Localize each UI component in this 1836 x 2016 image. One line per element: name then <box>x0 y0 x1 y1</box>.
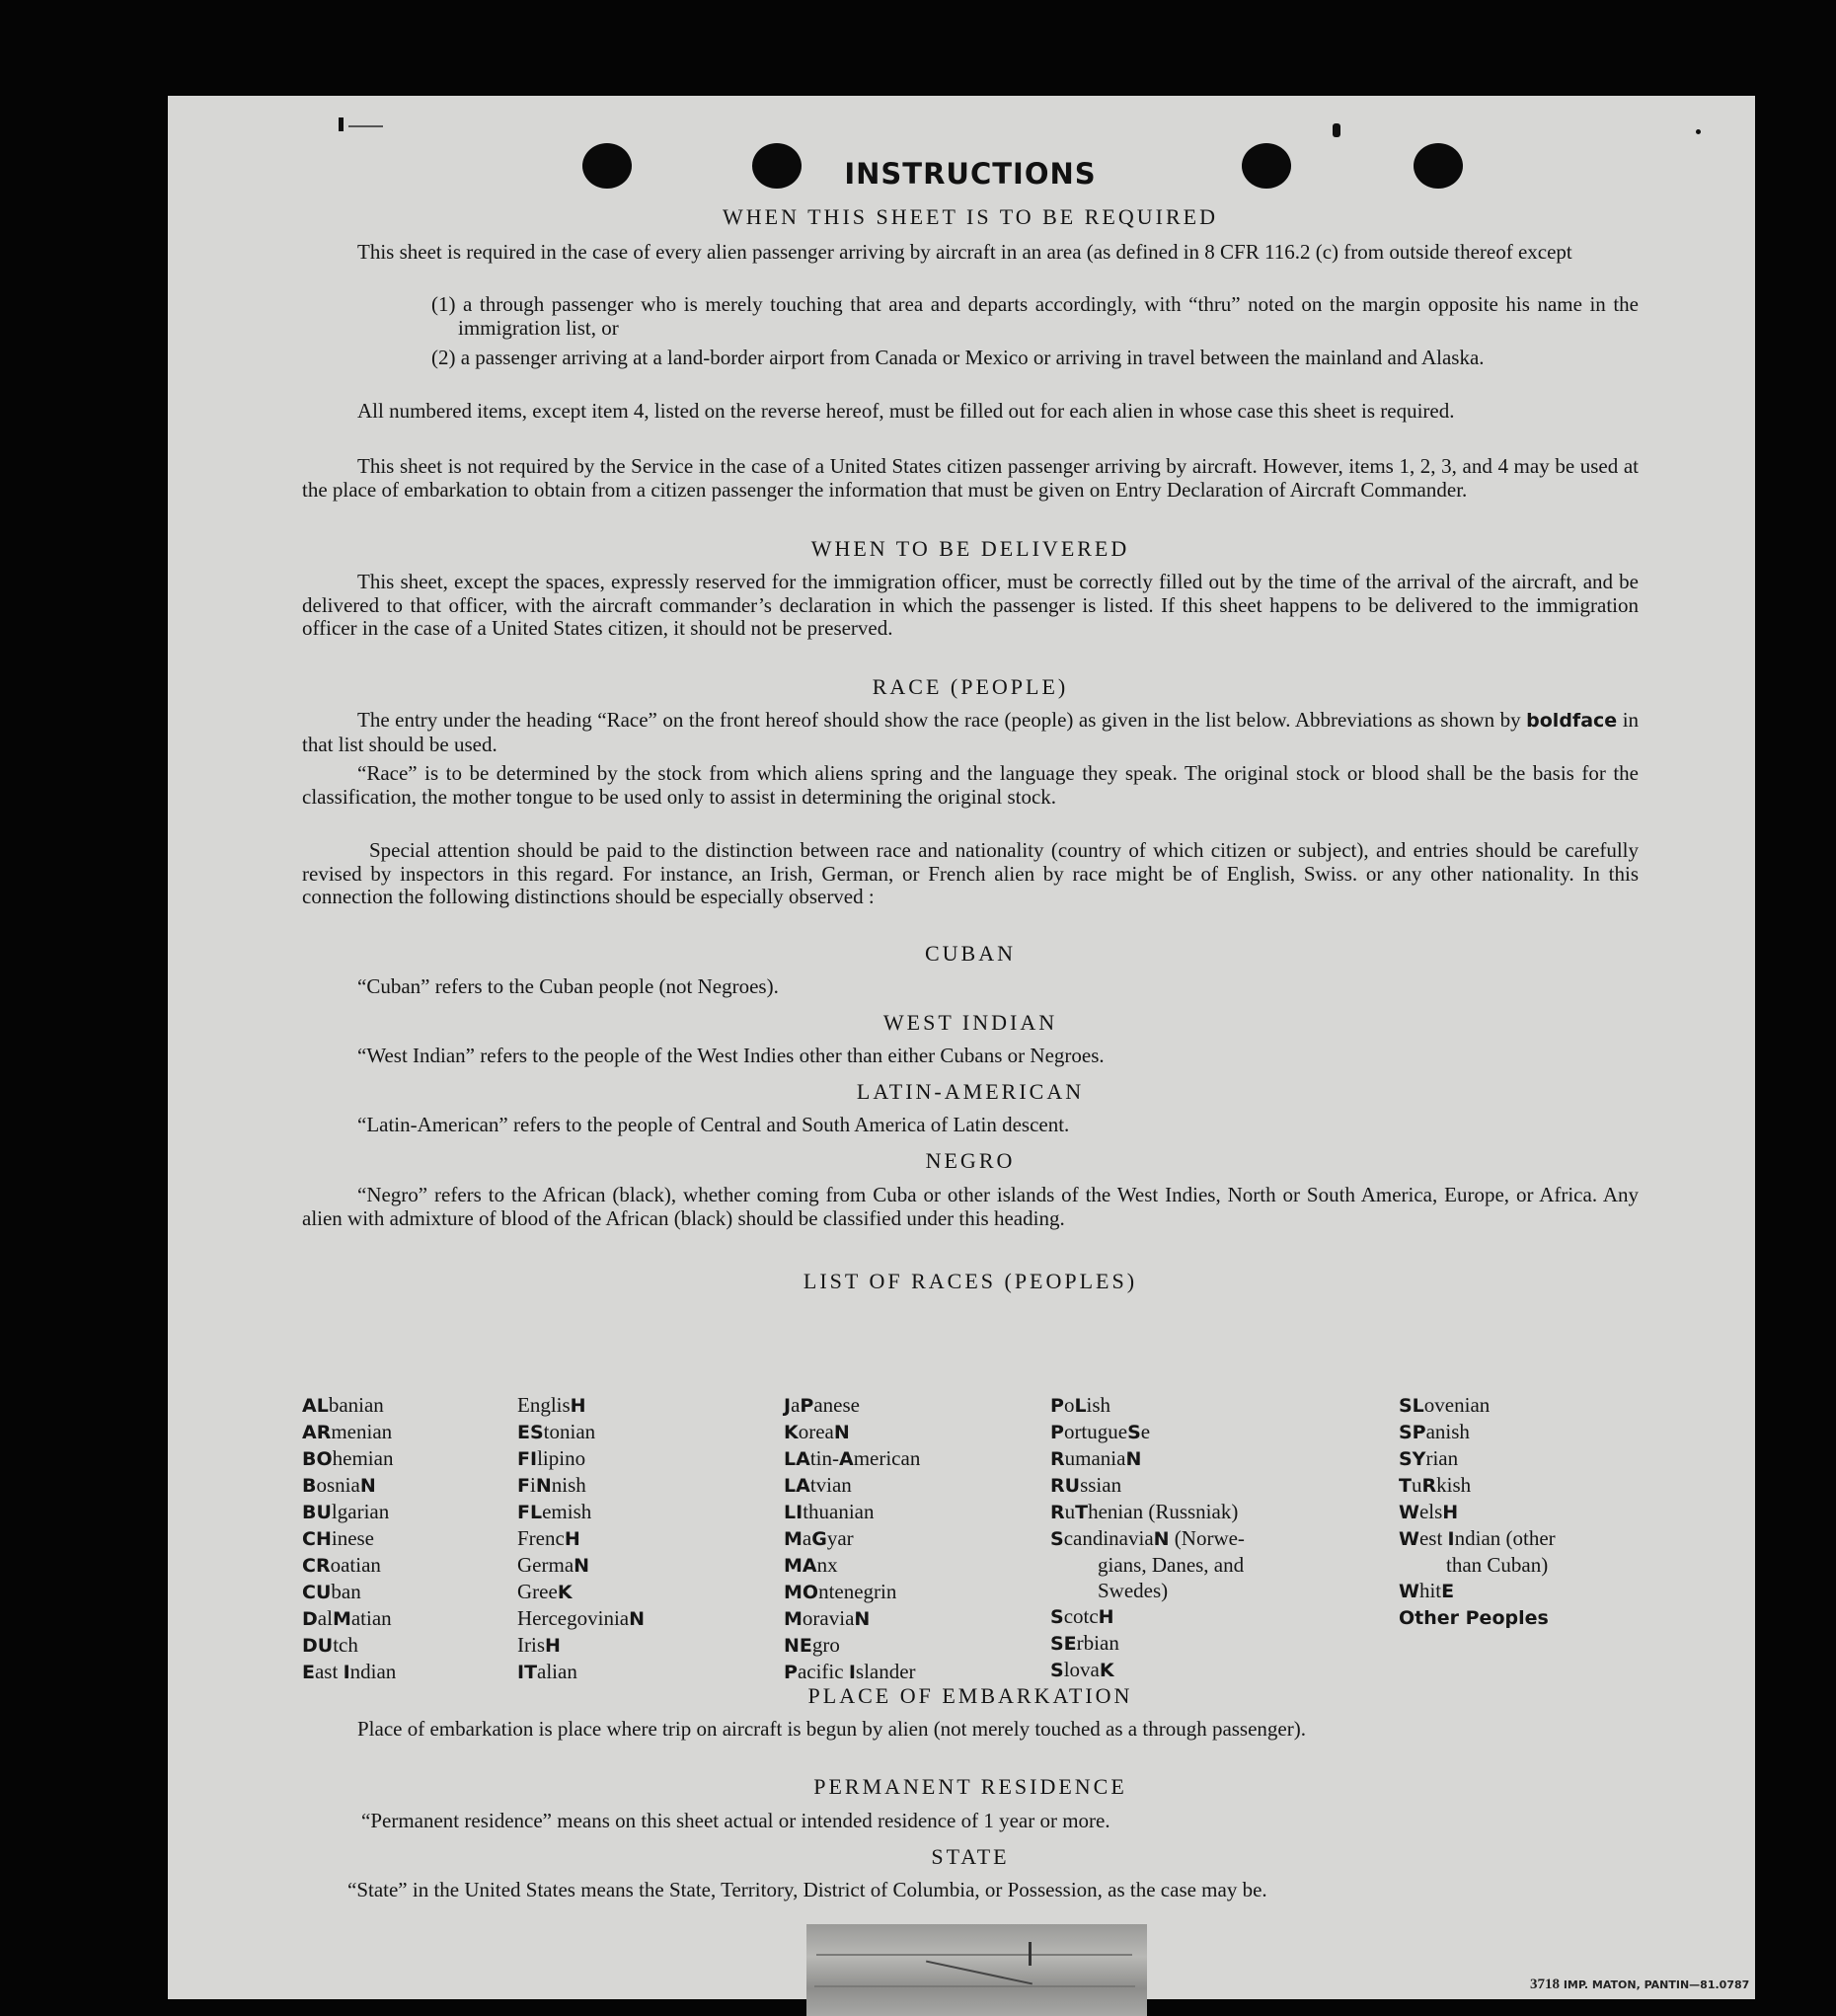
text-embarkation: Place of embarkation is place where trip on aircraft is begun by alien (not merely touched as a through passenger). <box>357 1717 1306 1741</box>
heading-when-required: WHEN THIS SHEET IS TO BE REQUIRED <box>723 204 1218 229</box>
race-entry: DalMatian <box>302 1606 392 1630</box>
race-entry: FrencH <box>517 1526 580 1550</box>
race-entry: ScotcH <box>1050 1604 1114 1628</box>
race-column-5 <box>1399 1392 1556 1631</box>
race-entry: PoLish <box>1050 1393 1111 1417</box>
text-cuban: “Cuban” refers to the Cuban people (not Negroes). <box>357 974 779 998</box>
text-state: “State” in the United States means the State, Territory, District of Columbia, or Possession, as the case may be. <box>347 1878 1267 1901</box>
race-entry: SlovaK <box>1050 1658 1114 1681</box>
race-entry: MaGyar <box>784 1526 854 1550</box>
paragraph-citizen: This sheet is not required by the Service in the case of a United States citizen passenger arriving by aircraft. However, items 1, 2, 3, and 4 may be used at the place of embarkation to obtain from a citizen passenger the information that must be given on Entry Declaration of Aircraft Commander. <box>302 454 1639 502</box>
heading-negro: NEGRO <box>925 1148 1016 1173</box>
race-entry: GreeK <box>517 1580 573 1603</box>
race-entry: JaPanese <box>784 1393 860 1417</box>
race-entry: SLovenian <box>1399 1393 1491 1417</box>
race-entry: LAtvian <box>784 1473 852 1497</box>
race-entry: SErbian <box>1050 1631 1119 1655</box>
heading-race: RACE (PEOPLE) <box>872 674 1069 699</box>
heading-cuban: CUBAN <box>924 941 1016 966</box>
text-negro: “Negro” refers to the African (black), whether coming from Cuba or other islands of the West Indies, North or South America, Europe, or Africa. Any alien with admixture of blood of the African (black) should be classified under this heading. <box>302 1183 1639 1230</box>
race-entry: Other Peoples <box>1399 1607 1549 1629</box>
race-column-1 <box>302 1392 396 1685</box>
race-entry: GermaN <box>517 1553 590 1577</box>
race-entry: LIthuanian <box>784 1500 875 1523</box>
race-entry: West Indian (other <box>1399 1526 1556 1550</box>
boldface-word: boldface <box>1526 710 1618 732</box>
ink-speck <box>1696 129 1701 134</box>
exception-item-1: (1) a through passenger who is merely touching that area and departs accordingly, with “thru” noted on the margin opposite his name in the immigration list, or <box>431 292 1639 340</box>
race-entry: SPanish <box>1399 1420 1470 1443</box>
race-entry: SYrian <box>1399 1446 1459 1470</box>
race-entry: ALbanian <box>302 1393 384 1417</box>
race-entry: MAnx <box>784 1553 838 1577</box>
race-entry: KoreaN <box>784 1420 850 1443</box>
text-west-indian: “West Indian” refers to the people of the West Indies other than either Cubans or Negroes. <box>357 1044 1105 1067</box>
page-title: INSTRUCTIONS <box>844 157 1097 191</box>
paragraph-race-stock: “Race” is to be determined by the stock from which aliens spring and the language they speak. The original stock or blood shall be the basis for the classification, the mother tongue to be used only to assist in determining the original stock. <box>302 761 1639 809</box>
race-entry: WelsH <box>1399 1500 1459 1523</box>
race-entry: CHinese <box>302 1526 375 1550</box>
race-entry: RumaniaN <box>1050 1446 1142 1470</box>
paragraph-race-nationality: Special attention should be paid to the distinction between race and nationality (country of which citizen or subject), and entries should be carefully revised by inspectors in this regard. For instance, an Irish, German, or French alien by race might be of English, Swiss. or any other nationality. In this connection the following distinctions should be especially observed : <box>302 838 1639 908</box>
heading-latin-american: LATIN-AMERICAN <box>856 1079 1085 1104</box>
race-entry: East Indian <box>302 1660 397 1683</box>
race-entry: MOntenegrin <box>784 1580 897 1603</box>
heading-when-delivered: WHEN TO BE DELIVERED <box>810 536 1130 561</box>
text-latin-american: “Latin-American” refers to the people of Central and South America of Latin descent. <box>357 1113 1070 1136</box>
race-entry: RUssian <box>1050 1473 1122 1497</box>
race-entry: Swedes) <box>1098 1579 1169 1602</box>
race-entry: EnglisH <box>517 1393 586 1417</box>
paragraph-numbered-items: All numbered items, except item 4, listed on the reverse hereof, must be filled out for each alien in whose case this sheet is required. <box>357 399 1455 423</box>
heading-west-indian: WEST INDIAN <box>882 1010 1058 1035</box>
race-entry: BOhemian <box>302 1446 394 1470</box>
race-entry: CUban <box>302 1580 361 1603</box>
paragraph-delivered: This sheet, except the spaces, expressly reserved for the immigration officer, must be correctly filled out by the time of the arrival of the aircraft, and be delivered to that officer, with the aircraft commander’s declaration in which the passenger is listed. If this sheet happens to be delivered to the immigration officer in the case of a United States citizen, it should not be preserved. <box>302 570 1639 640</box>
race-entry: RuThenian (Russniak) <box>1050 1500 1239 1523</box>
race-column-3 <box>784 1392 920 1685</box>
heading-permanent-residence: PERMANENT RESIDENCE <box>813 1774 1127 1799</box>
race-entry: BUlgarian <box>302 1500 390 1523</box>
race-entry: NEgro <box>784 1633 840 1657</box>
race-entry: PortugueSe <box>1050 1420 1151 1443</box>
race-entry: EStonian <box>517 1420 596 1443</box>
ink-speck <box>1333 123 1340 137</box>
race-entry: BosniaN <box>302 1473 376 1497</box>
race-entry: FLemish <box>517 1500 592 1523</box>
race-entry: FiNnish <box>517 1473 586 1497</box>
paragraph-required: This sheet is required in the case of every alien passenger arriving by aircraft in an area (as defined in 8 CFR 116.2 (c) from outside thereof except <box>357 240 1572 264</box>
race-entry: DUtch <box>302 1633 358 1657</box>
race-entry: gians, Danes, and <box>1098 1553 1245 1577</box>
race-entry: IrisH <box>517 1633 561 1657</box>
heading-state: STATE <box>931 1844 1010 1869</box>
race-entry: Pacific Islander <box>784 1660 916 1683</box>
paragraph-race-entry: The entry under the heading “Race” on the front hereof should show the race (people) as given in the list below. Abbreviations as shown by boldface in that list should be used. <box>302 708 1640 756</box>
race-entry: ARmenian <box>302 1420 393 1443</box>
text-residence: “Permanent residence” means on this sheet actual or intended residence of 1 year or more. <box>361 1809 1110 1832</box>
race-column-4 <box>1050 1392 1245 1683</box>
heading-place-of-embarkation: PLACE OF EMBARKATION <box>807 1683 1133 1708</box>
race-entry: than Cuban) <box>1446 1553 1549 1577</box>
print-imprint: 3718 IMP. MATON, PANTIN—81.0787 <box>1530 1977 1750 1992</box>
race-entry: ITalian <box>517 1660 577 1683</box>
race-entry: MoraviaN <box>784 1606 871 1630</box>
race-entry: LAtin-American <box>784 1446 921 1470</box>
race-entry: WhitE <box>1399 1579 1455 1602</box>
heading-list-of-races: LIST OF RACES (PEOPLES) <box>803 1269 1138 1293</box>
ink-speck <box>339 117 344 131</box>
race-entry: CRoatian <box>302 1553 381 1577</box>
race-entry: ScandinaviaN (Norwe- <box>1050 1526 1245 1550</box>
tape-repair-patch <box>806 1924 1147 2016</box>
document-page <box>168 96 1755 1999</box>
exception-item-2: (2) a passenger arriving at a land-border airport from Canada or Mexico or arriving in travel between the mainland and Alaska. <box>431 346 1485 369</box>
ink-speck <box>348 125 383 127</box>
race-entry: TuRkish <box>1399 1473 1472 1497</box>
race-entry: HercegoviniaN <box>517 1606 646 1630</box>
race-column-2 <box>517 1392 645 1685</box>
race-entry: FIlipino <box>517 1446 586 1470</box>
